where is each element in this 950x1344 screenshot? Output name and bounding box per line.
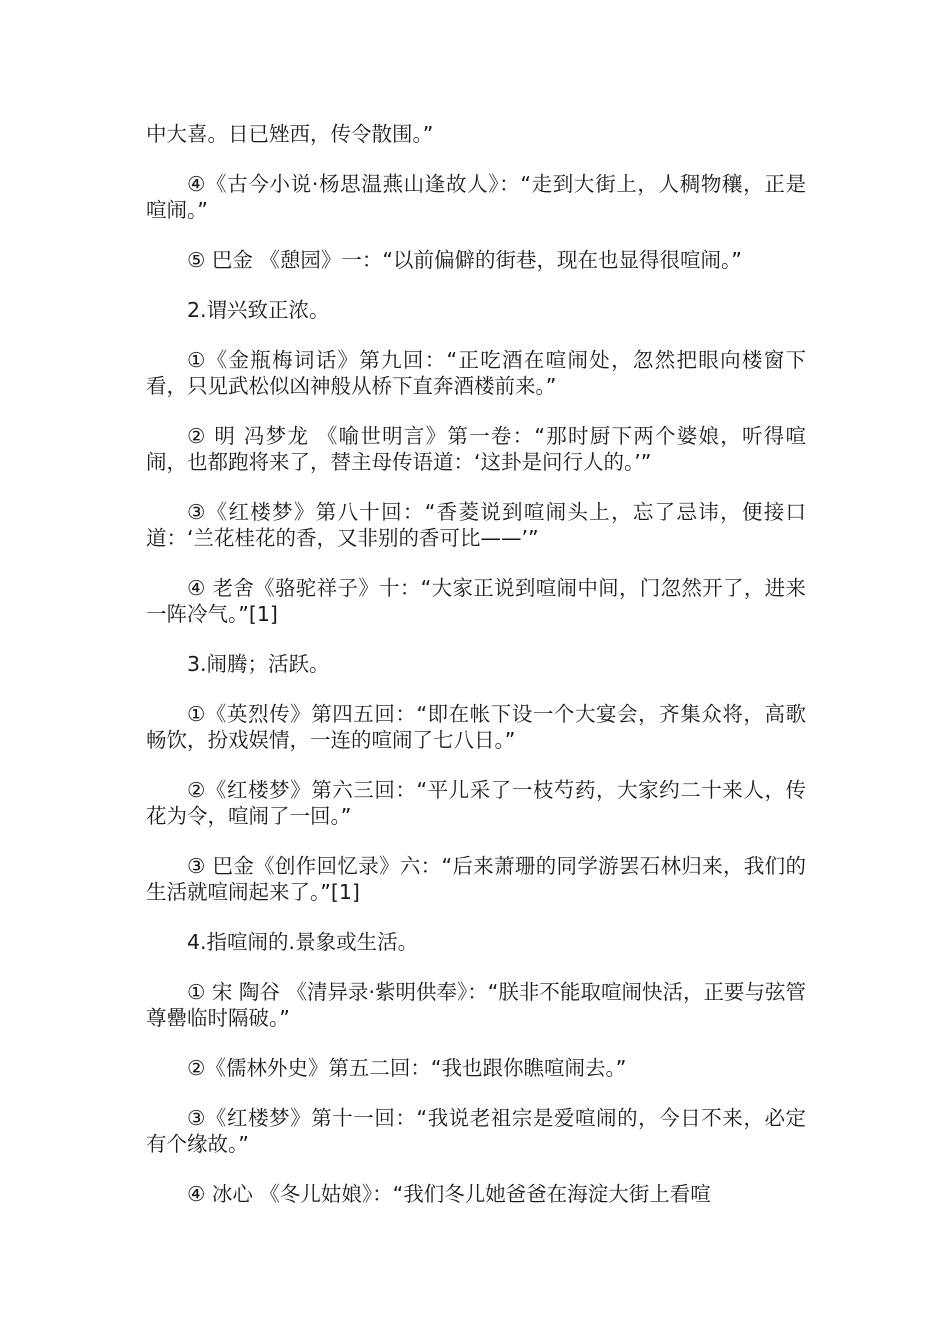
citation-paragraph: ① 宋 陶谷 《清异录·紫明供奉》：“朕非不能取喧闹快活，正要与弦管尊罍临时隔破。” — [146, 980, 806, 1030]
citation-paragraph: ①《金瓶梅词话》第九回：“正吃酒在喧闹处，忽然把眼向楼窗下看，只见武松似凶神般从桥下直奔酒楼前来。” — [146, 348, 806, 398]
citation-paragraph: ②《红楼梦》第六三回：“平儿采了一枝芍药，大家约二十来人，传花为令，喧闹了一回。” — [146, 778, 806, 828]
citation-paragraph: ④《古今小说·杨思温燕山逢故人》：“走到大街上，人稠物穰，正是喧闹。” — [146, 172, 806, 222]
citation-paragraph: ②《儒林外史》第五二回：“我也跟你瞧喧闹去。” — [187, 1056, 627, 1080]
sense-heading: 2.谓兴致正浓。 — [187, 298, 330, 322]
sense-heading: 4.指喧闹的.景象或生活。 — [187, 930, 419, 954]
citation-paragraph: ①《英烈传》第四五回：“即在帐下设一个大宴会，齐集众将，高歌畅饮，扮戏娱情，一连的喧闹了七八日。” — [146, 702, 806, 752]
citation-paragraph: ③《红楼梦》第十一回：“我说老祖宗是爱喧闹的，今日不来，必定有个缘故。” — [146, 1106, 806, 1156]
citation-paragraph: ③ 巴金《创作回忆录》六：“后来萧珊的同学游罢石林归来，我们的生活就喧闹起来了。”[1] — [146, 854, 806, 904]
paragraph-continuation: 中大喜。日已矬西，传令散围。” — [146, 122, 434, 146]
citation-paragraph: ② 明 冯梦龙 《喻世明言》第一卷：“那时厨下两个婆娘，听得喧闹，也都跑将来了，替主母传语道：‘这卦是问行人的。’” — [146, 424, 806, 474]
citation-paragraph: ④ 冰心 《冬儿姑娘》：“我们冬儿她爸爸在海淀大街上看喧 — [187, 1182, 711, 1206]
sense-heading: 3.闹腾；活跃。 — [187, 652, 330, 676]
citation-paragraph: ④ 老舍《骆驼祥子》十：“大家正说到喧闹中间，门忽然开了，进来一阵冷气。”[1] — [146, 576, 806, 626]
document-body — [146, 121, 806, 1231]
citation-paragraph: ③《红楼梦》第八十回：“香菱说到喧闹头上，忘了忌讳，便接口道：‘兰花桂花的香，又非别的香可比——’” — [146, 500, 806, 550]
citation-paragraph: ⑤ 巴金 《憩园》一：“以前偏僻的街巷，现在也显得很喧闹。” — [187, 248, 742, 272]
